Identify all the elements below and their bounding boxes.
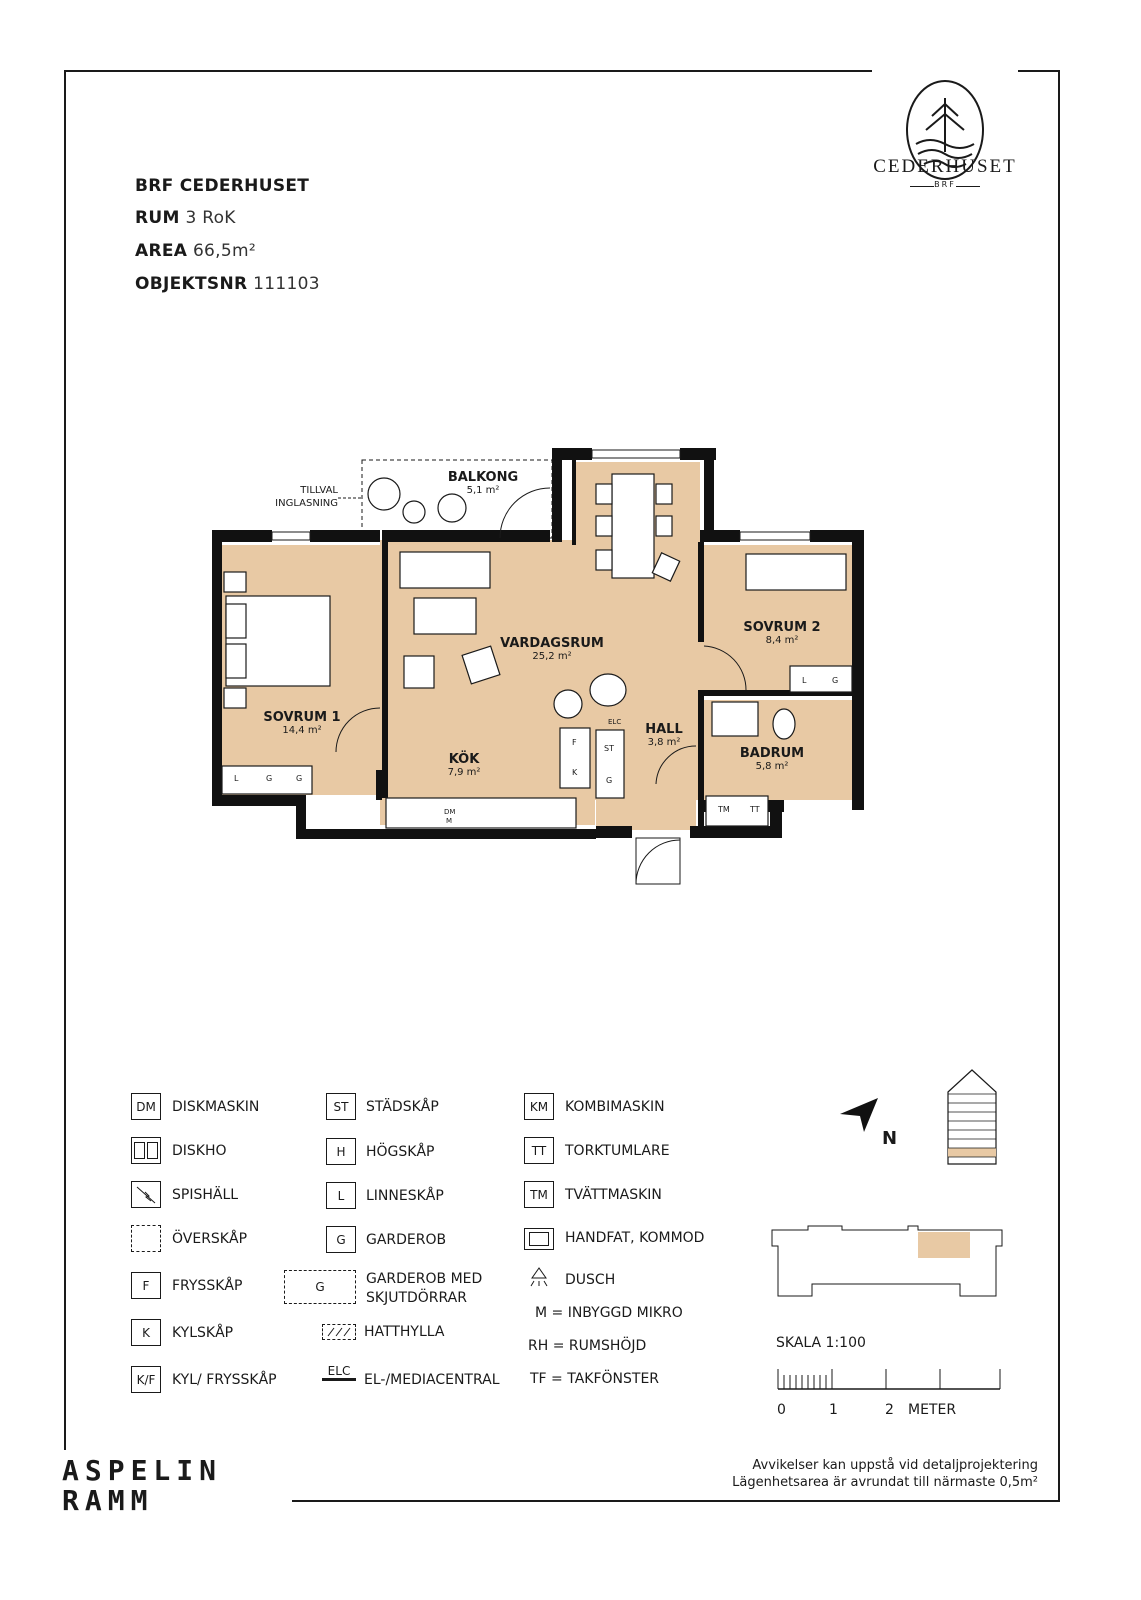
legend-label-hatthylla: HATTHYLLA (364, 1324, 445, 1340)
legend-box-g-skjut: G (284, 1270, 356, 1304)
legend-box-k: K (131, 1319, 161, 1346)
project-name: BRF CEDERHUSET (135, 176, 310, 196)
mark-g-sovrum2: G (832, 676, 839, 685)
legend-label-diskmaskin: DISKMASKIN (172, 1099, 260, 1115)
legend-label-torktumlare: TORKTUMLARE (565, 1143, 670, 1159)
legend-box-h: H (326, 1138, 356, 1165)
legend-label-rumshojd: RH = RUMSHÖJD (528, 1338, 647, 1354)
room-kok: KÖK 7,9 m² (447, 752, 481, 778)
legend-label-elmedia: EL-/MEDIACENTRAL (364, 1372, 500, 1388)
handfat-icon (524, 1228, 554, 1250)
mark-l-sovrum1: L (234, 774, 239, 783)
legend-label-kylskap: KYLSKÅP (172, 1325, 234, 1341)
note-lagenhetsarea: Lägenhetsarea är avrundat till närmaste 0,5m² (732, 1475, 1038, 1490)
legend-box-l: L (326, 1182, 356, 1209)
legend-box-tm: TM (524, 1181, 554, 1208)
mark-g-hall: G (606, 776, 613, 785)
mark-elc: ELC (608, 718, 622, 726)
mark-f: F (572, 738, 577, 747)
legend-elc-icon: ELC (322, 1364, 356, 1381)
legend-box-dm: DM (131, 1093, 161, 1120)
legend-label-tvattmaskin: TVÄTTMASKIN (565, 1187, 662, 1203)
legend-label-diskho: DISKHO (172, 1143, 227, 1159)
scale-tick-1: 1 (829, 1402, 838, 1418)
legend-box-km: KM (524, 1093, 554, 1120)
legend-label-overskap: ÖVERSKÅP (172, 1231, 248, 1247)
legend-box-kf: K/F (131, 1366, 161, 1393)
room-vardagsrum: VARDAGSRUM 25,2 m² (500, 636, 604, 662)
brand-line1: ASPELIN (62, 1454, 223, 1487)
hatthylla-icon (322, 1324, 356, 1340)
legend-label-garderob-skjut: GARDEROB MED SKJUTDÖRRAR (366, 1271, 483, 1306)
dusch-icon (526, 1266, 552, 1288)
room-balkong: BALKONG 5,1 m² (447, 470, 519, 496)
legend-box-tt: TT (524, 1137, 554, 1164)
building-section (932, 1066, 1012, 1166)
frame-bottom (292, 1500, 1060, 1502)
mark-k: K (572, 768, 578, 777)
legend-label-stadskap: STÄDSKÅP (366, 1099, 439, 1115)
legend-label-hogskap: HÖGSKÅP (366, 1144, 435, 1160)
mark-dm: DM (444, 808, 456, 816)
legend-box-g: G (326, 1226, 356, 1253)
object-info: OBJEKTSNR 111103 (135, 274, 320, 294)
legend-label-kylfrysskap: KYL/ FRYSSKÅP (172, 1372, 277, 1388)
room-badrum: BADRUM 5,8 m² (739, 746, 805, 772)
scale-label: SKALA 1:100 (776, 1335, 866, 1351)
room-sovrum1: SOVRUM 1 14,4 m² (263, 710, 341, 736)
legend-label-spishall: SPISHÄLL (172, 1187, 239, 1203)
legend-label-garderob: GARDEROB (366, 1232, 447, 1248)
legend-box-st: ST (326, 1093, 356, 1120)
tillval-label: TILLVAL INGLASNING (275, 485, 338, 509)
brand-line2: RAMM (62, 1484, 154, 1517)
mark-g-sovrum1-b: G (296, 774, 303, 783)
rooms-info: RUM 3 RoK (135, 208, 236, 228)
legend-box-f: F (131, 1272, 161, 1299)
mark-tt: TT (750, 805, 760, 814)
legend-label-handfat: HANDFAT, KOMMOD (565, 1230, 705, 1246)
logo-name: CEDERHUSET (873, 156, 1017, 177)
legend-label-kombimaskin: KOMBIMASKIN (565, 1099, 665, 1115)
mark-st: ST (604, 744, 614, 753)
room-hall: HALL 3,8 m² (645, 722, 683, 748)
mark-m: M (446, 817, 453, 825)
compass-label: N (882, 1128, 898, 1149)
legend-label-linneskap: LINNESKÅP (366, 1188, 444, 1204)
scale-bar (774, 1365, 1014, 1395)
mark-tm: TM (718, 805, 730, 814)
key-plan (768, 1222, 1008, 1302)
scale-unit: METER (908, 1402, 957, 1418)
scale-tick-0: 0 (777, 1402, 786, 1418)
mark-l-sovrum2: L (802, 676, 807, 685)
scale-tick-2: 2 (885, 1402, 894, 1418)
area-info: AREA 66,5m² (135, 241, 256, 261)
diskho-icon (131, 1137, 161, 1164)
legend-label-takfonster: TF = TAKFÖNSTER (530, 1371, 660, 1387)
logo-sub: BRF (934, 180, 956, 189)
legend-label-frysskap: FRYSSKÅP (172, 1278, 243, 1294)
legend-label-dusch: DUSCH (565, 1272, 616, 1288)
room-sovrum2: SOVRUM 2 8,4 m² (743, 620, 821, 646)
mark-g-sovrum1-a: G (266, 774, 273, 783)
overskap-icon (131, 1225, 161, 1252)
compass-arrow-icon (836, 1086, 886, 1136)
note-avvikelser: Avvikelser kan uppstå vid detaljprojektering (752, 1458, 1038, 1473)
legend-label-mikro: M = INBYGGD MIKRO (535, 1305, 683, 1321)
spishall-icon (131, 1181, 161, 1208)
